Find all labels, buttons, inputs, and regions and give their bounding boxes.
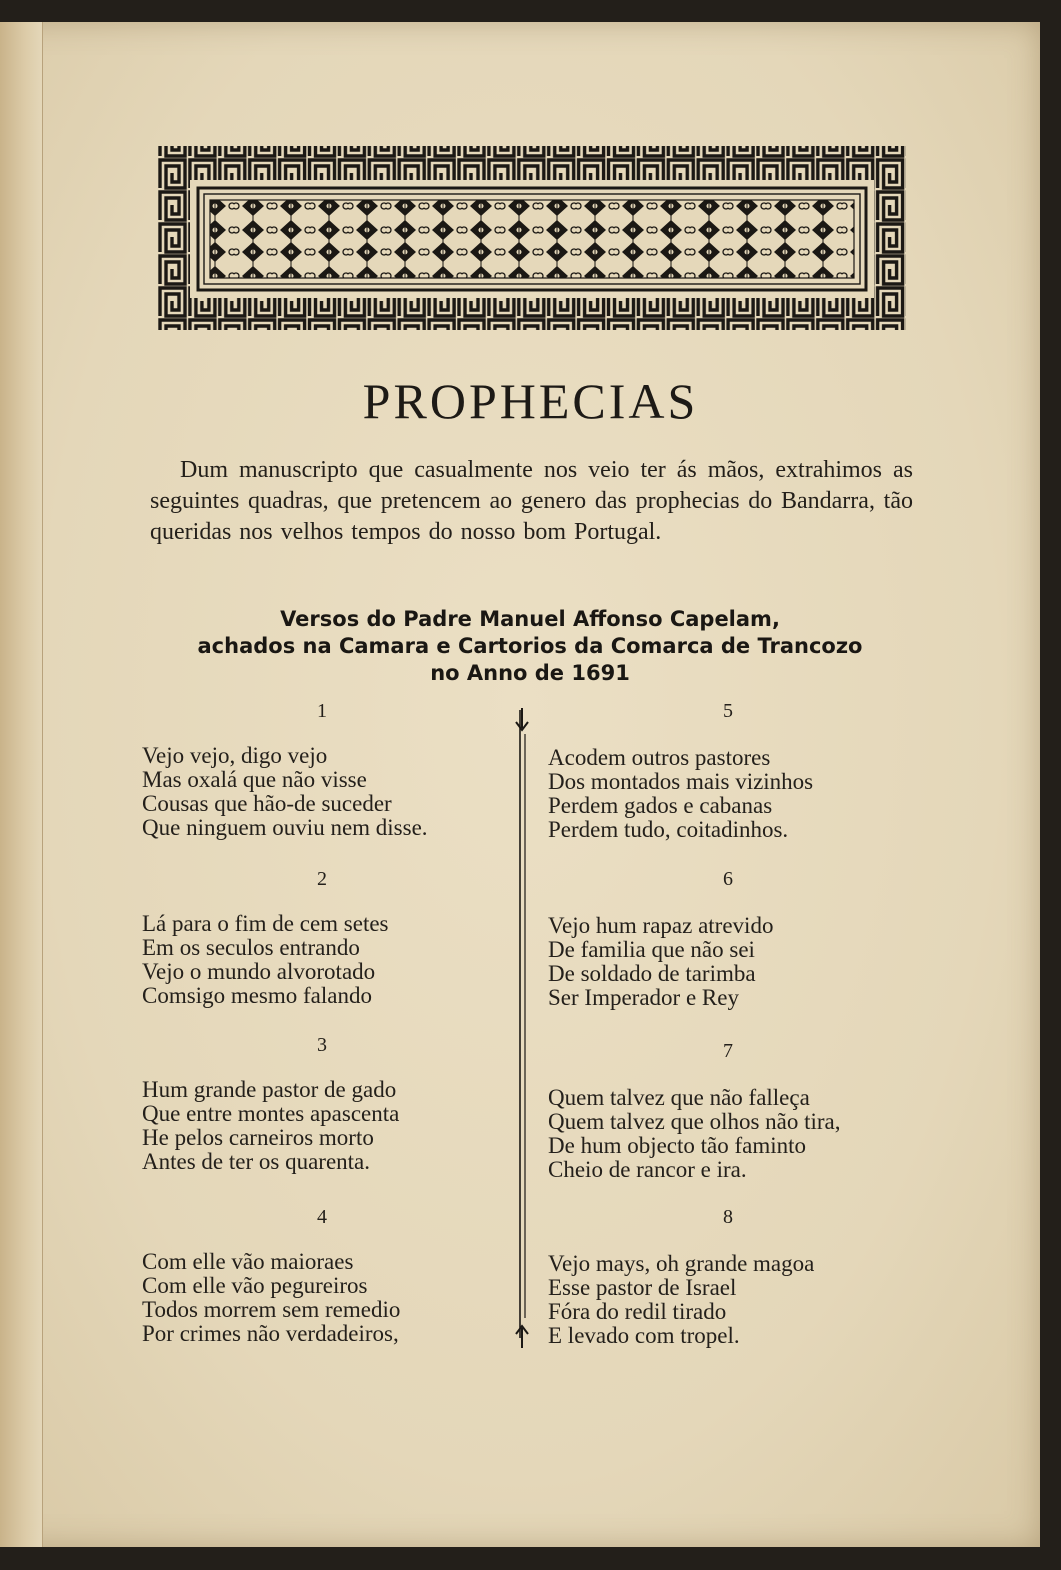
- verse-line: Dos montados mais vizinhos: [548, 769, 814, 794]
- stanza: [548, 1206, 918, 1348]
- verse-line: De hum objecto tão faminto: [548, 1133, 807, 1158]
- stanza: [142, 1206, 482, 1346]
- verse-line: De soldado de tarimba: [548, 961, 756, 986]
- stanza-number: 4: [317, 1206, 327, 1228]
- verse-line: Vejo vejo, digo vejo: [142, 743, 328, 768]
- verse-line: Vejo hum rapaz atrevido: [548, 913, 774, 938]
- verse-line: Comsigo mesmo falando: [142, 983, 372, 1008]
- verse-line: Hum grande pastor de gado: [142, 1077, 397, 1102]
- verse-line: Todos morrem sem remedio: [142, 1297, 401, 1322]
- verse-line: Perdem tudo, coitadinhos.: [548, 817, 789, 842]
- verse-line: De familia que não sei: [548, 937, 755, 962]
- verse-line: Com elle vão pegureiros: [142, 1273, 368, 1298]
- heading-line: achados na Camara e Cartorios da Comarca de Trancozo: [197, 634, 863, 658]
- verse-line: Que entre montes apascenta: [142, 1101, 400, 1126]
- verse-line: Acodem outros pastores: [548, 745, 771, 770]
- verse-line: E levado com tropel.: [548, 1323, 740, 1348]
- stanza: [548, 868, 918, 1010]
- verse-line: Por crimes não verdadeiros,: [142, 1321, 399, 1346]
- verse-line: Ser Imperador e Rey: [548, 985, 739, 1010]
- verse-line: Mas oxalá que não visse: [142, 767, 367, 792]
- heading-line: no Anno de 1691: [430, 661, 630, 685]
- verse-line: Perdem gados e cabanas: [548, 793, 773, 818]
- verse-line: He pelos carneiros morto: [142, 1125, 374, 1150]
- heading-line: Versos do Padre Manuel Affonso Capelam,: [280, 607, 780, 631]
- stanza: [142, 868, 482, 1008]
- verse-line: Quem talvez que olhos não tira,: [548, 1109, 841, 1134]
- stanza: [142, 1034, 482, 1174]
- page-title: PROPHECIAS: [362, 373, 699, 429]
- stanza-number: 3: [317, 1034, 327, 1056]
- verse-line: Com elle vão maioraes: [142, 1249, 354, 1274]
- verse-line: Antes de ter os quarenta.: [142, 1149, 371, 1174]
- verse-line: Fóra do redil tirado: [548, 1299, 727, 1324]
- column-divider: [512, 708, 532, 1348]
- poem-heading: [140, 606, 920, 687]
- stanza-number: 1: [317, 700, 327, 722]
- verse-line: Quem talvez que não falleça: [548, 1085, 810, 1110]
- stanza-number: 6: [723, 868, 733, 890]
- verse-line: Esse pastor de Israel: [548, 1275, 737, 1300]
- page-gutter: [0, 22, 43, 1547]
- verse-line: Cheio de rancor e ira.: [548, 1157, 747, 1182]
- intro-paragraph: Dum manuscripto que casualmente nos veio ter ás mãos, extrahimos as seguintes quadras, que pretencem ao genero das prophecias do Bandarra, tão queridas nos velhos tempos do nosso bom Portugal.: [150, 457, 913, 545]
- stanza: [548, 700, 918, 842]
- verse-line: Que ninguem ouviu nem disse.: [142, 815, 428, 840]
- stanza-number: 5: [723, 700, 733, 722]
- stanza-number: 7: [723, 1040, 733, 1062]
- greek-key-ornament: [158, 126, 906, 331]
- stanza-number: 8: [723, 1206, 733, 1228]
- stanza: [548, 1040, 918, 1182]
- verse-line: Cousas que hão-de suceder: [142, 791, 392, 816]
- stanza-number: 2: [317, 868, 327, 890]
- verse-line: Lá para o fim de cem setes: [142, 911, 389, 936]
- verse-line: Em os seculos entrando: [142, 935, 360, 960]
- stanza: [142, 700, 482, 840]
- verse-line: Vejo o mundo alvorotado: [142, 959, 376, 984]
- verse-line: Vejo mays, oh grande magoa: [548, 1251, 815, 1276]
